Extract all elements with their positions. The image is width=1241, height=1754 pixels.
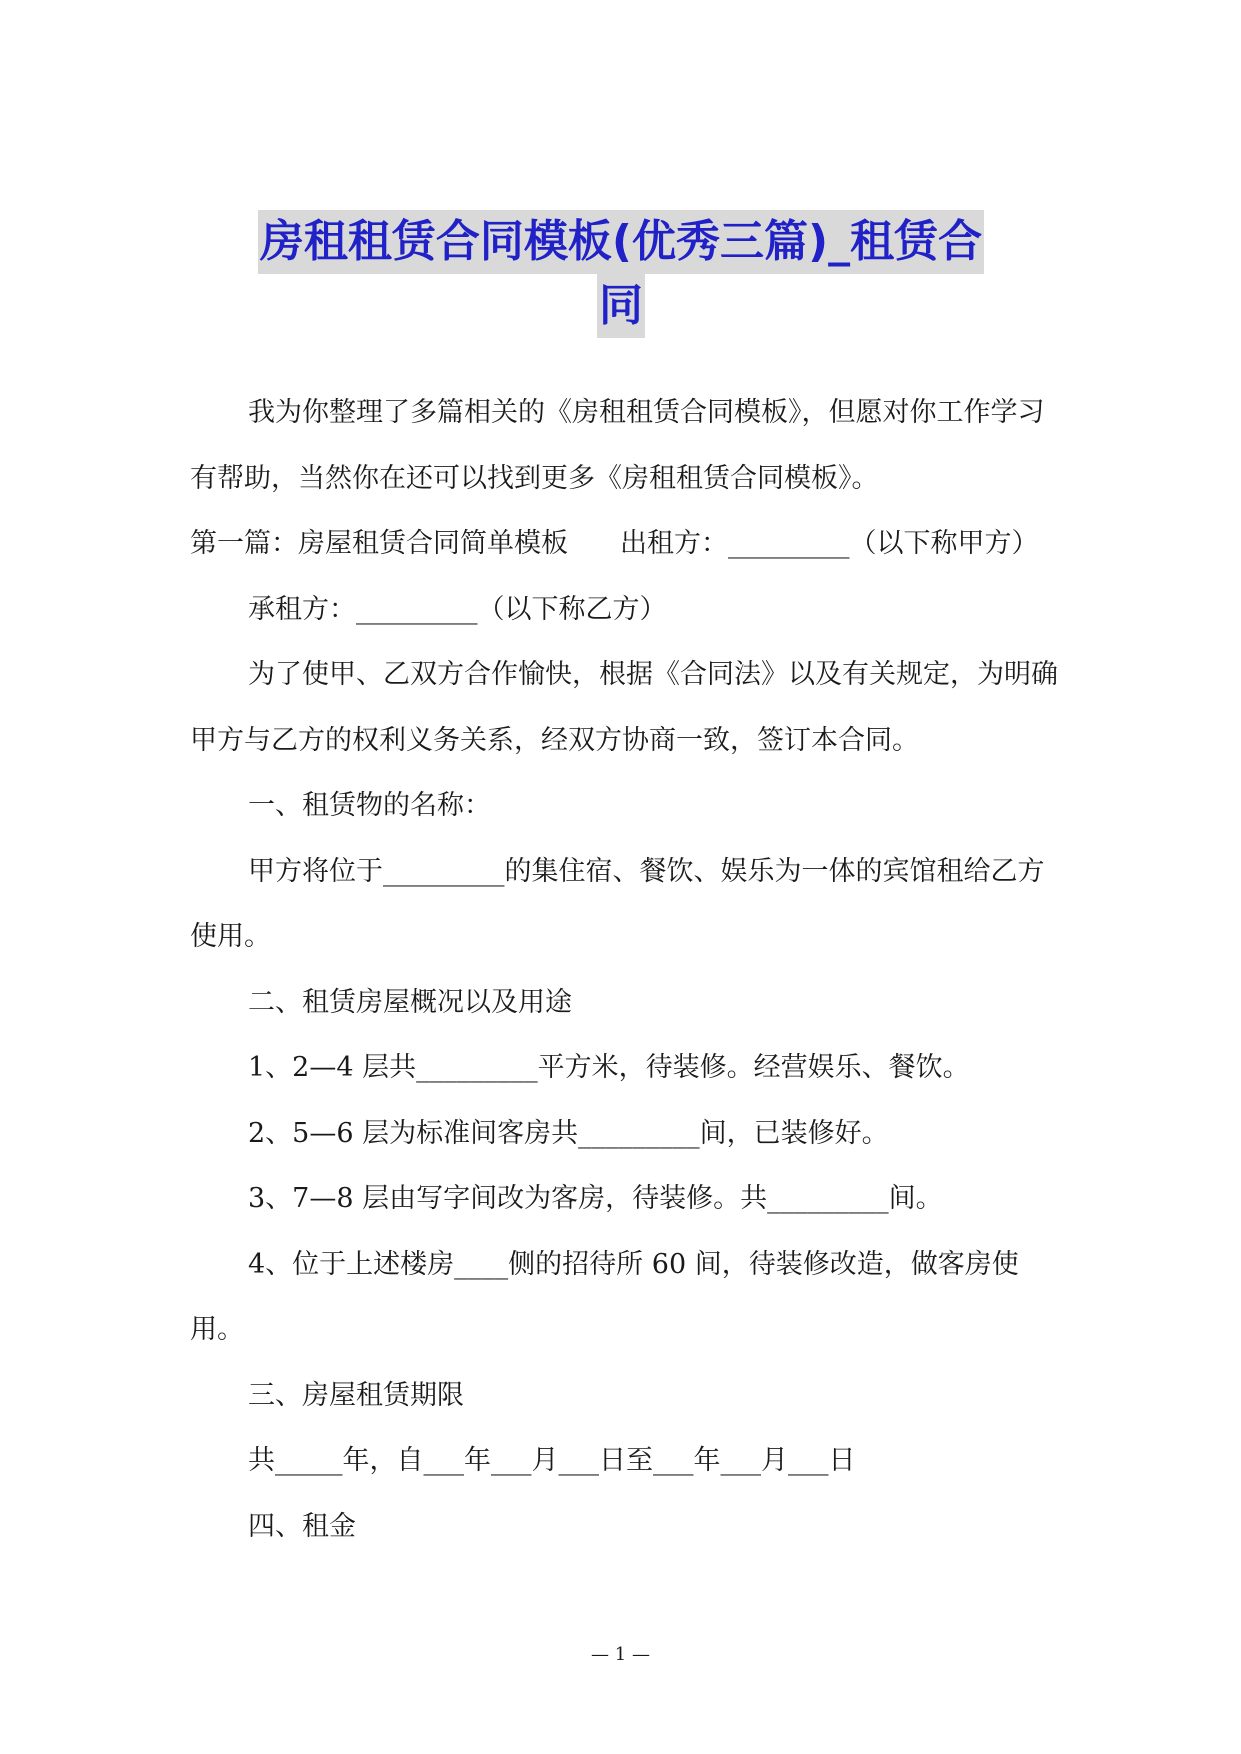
clause-1-heading: 一、租赁物的名称： bbox=[248, 790, 491, 821]
clause-3-heading: 三、房屋租赁期限 bbox=[248, 1379, 464, 1411]
document-body bbox=[190, 380, 1060, 1559]
clause-1-body: 甲方将位于_________的集住宿、餐饮、娱乐为一体的宾馆租给乙方使用。 bbox=[190, 855, 1045, 952]
document-title bbox=[190, 210, 1052, 338]
title-line-2: 同 bbox=[597, 274, 645, 338]
purpose-paragraph: 为了使甲、乙双方合作愉快，根据《合同法》以及有关规定，为明确甲方与乙方的权利义务关系，经双方协商一致，签订本合同。 bbox=[190, 659, 1058, 756]
clause-2-heading: 二、租赁房屋概况以及用途 bbox=[248, 986, 572, 1018]
lessor-line: 出租方：_________（以下称甲方） bbox=[620, 528, 1039, 559]
clause-3-body: 共_____年，自___年___月___日至___年___月___日 bbox=[248, 1445, 856, 1476]
lessee-line: 承租方：_________（以下称乙方） bbox=[248, 593, 667, 625]
intro-paragraph: 我为你整理了多篇相关的《房租租赁合同模板》，但愿对你工作学习有帮助，当然你在还可以找到更多《房租租赁合同模板》。 bbox=[190, 397, 1045, 494]
clause-4-heading: 四、租金 bbox=[248, 1510, 356, 1542]
clause-2-item-4: 4、位于上述楼房____侧的招待所 60 间，待装修改造，做客房使用。 bbox=[190, 1248, 1019, 1345]
section-one-heading-paragraph bbox=[190, 511, 1060, 577]
clause-2-item-3: 3、7—8 层由写字间改为客房，待装修。共_________间。 bbox=[248, 1183, 943, 1214]
clause-2-item-2: 2、5—6 层为标准间客房共_________间，已装修好。 bbox=[248, 1117, 889, 1149]
clause-2-item-1: 1、2—4 层共_________平方米，待装修。经营娱乐、餐饮。 bbox=[248, 1052, 970, 1083]
title-line-1: 房租租赁合同模板(优秀三篇)_租赁合 bbox=[258, 210, 984, 274]
page-number: — 1 — bbox=[591, 1644, 650, 1665]
section-one-title: 第一篇：房屋租赁合同简单模板 bbox=[190, 528, 568, 559]
